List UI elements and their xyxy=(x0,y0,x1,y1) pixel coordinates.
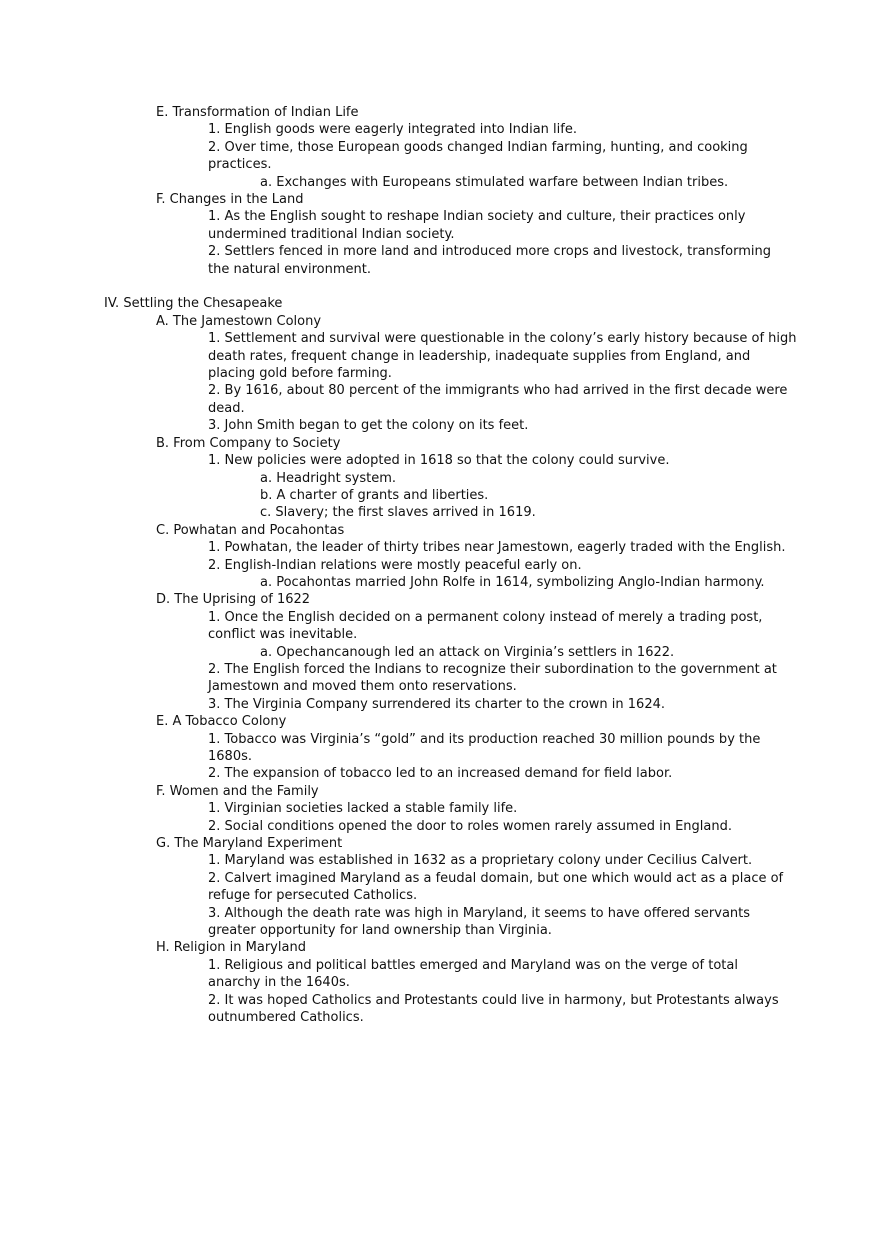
outline-point: greater opportunity for land ownership than Virginia. xyxy=(208,923,552,939)
section-heading: IV. Settling the Chesapeake xyxy=(104,296,283,312)
outline-point: 3. The Virginia Company surrendered its charter to the crown in 1624. xyxy=(208,696,665,712)
subsection-heading: A. The Jamestown Colony xyxy=(156,313,322,329)
outline-subpoint: c. Slavery; the first slaves arrived in 1619. xyxy=(260,505,536,521)
outline-point: 2. Calvert imagined Maryland as a feudal domain, but one which would act as a place of xyxy=(208,870,784,886)
outline-point: anarchy in the 1640s. xyxy=(208,975,350,991)
subsection-heading: C. Powhatan and Pocahontas xyxy=(156,522,345,538)
outline-point: 1. Once the English decided on a permanent colony instead of merely a trading post, xyxy=(208,609,763,625)
outline-point: placing gold before farming. xyxy=(208,366,392,382)
outline-point: 2. Social conditions opened the door to roles women rarely assumed in England. xyxy=(208,818,732,834)
outline-point: the natural environment. xyxy=(208,261,371,277)
outline-point: conflict was inevitable. xyxy=(208,627,358,643)
document-outline xyxy=(0,104,880,1027)
outline-subpoint: a. Headright system. xyxy=(260,470,397,486)
outline-point: outnumbered Catholics. xyxy=(208,1010,364,1026)
outline-point: practices. xyxy=(208,157,272,173)
outline-point: 3. Although the death rate was high in Maryland, it seems to have offered servants xyxy=(208,905,751,921)
outline-point: 2. By 1616, about 80 percent of the immigrants who had arrived in the first decade were xyxy=(208,383,788,399)
subsection-heading: G. The Maryland Experiment xyxy=(156,836,343,852)
subsection-heading: E. A Tobacco Colony xyxy=(156,714,287,730)
outline-subpoint: a. Pocahontas married John Rolfe in 1614, symbolizing Anglo-Indian harmony. xyxy=(260,574,765,590)
subsection-heading: F. Women and the Family xyxy=(156,783,319,799)
outline-point: undermined traditional Indian society. xyxy=(208,226,455,242)
outline-point: 1680s. xyxy=(208,749,252,765)
outline-point: 1. New policies were adopted in 1618 so that the colony could survive. xyxy=(208,453,670,469)
outline-point: 2. It was hoped Catholics and Protestants could live in harmony, but Protestants always xyxy=(208,992,779,1008)
subsection-heading: B. From Company to Society xyxy=(156,435,341,451)
outline-point: refuge for persecuted Catholics. xyxy=(208,888,418,904)
subsection-heading: H. Religion in Maryland xyxy=(156,940,306,956)
outline-point: 2. Settlers fenced in more land and introduced more crops and livestock, transforming xyxy=(208,244,771,260)
outline-point: 1. Settlement and survival were questionable in the colony’s early history because of high xyxy=(208,331,797,347)
outline-point: 3. John Smith began to get the colony on its feet. xyxy=(208,418,529,434)
outline-point: 1. As the English sought to reshape Indian society and culture, their practices only xyxy=(208,209,746,225)
outline-point: 2. The expansion of tobacco led to an increased demand for field labor. xyxy=(208,766,673,782)
outline-point: 2. The English forced the Indians to recognize their subordination to the government at xyxy=(208,661,777,677)
outline-point: 1. Tobacco was Virginia’s “gold” and its production reached 30 million pounds by the xyxy=(208,731,761,747)
outline-subpoint: b. A charter of grants and liberties. xyxy=(260,487,489,503)
subsection-heading: D. The Uprising of 1622 xyxy=(156,592,311,608)
subsection-heading: F. Changes in the Land xyxy=(156,192,304,208)
outline-subpoint: a. Exchanges with Europeans stimulated warfare between Indian tribes. xyxy=(260,174,729,190)
outline-point: 1. Religious and political battles emerged and Maryland was on the verge of total xyxy=(208,957,738,973)
outline-point: 1. Virginian societies lacked a stable family life. xyxy=(208,801,518,817)
outline-subpoint: a. Opechancanough led an attack on Virginia’s settlers in 1622. xyxy=(260,644,675,660)
outline-point: 1. Powhatan, the leader of thirty tribes near Jamestown, eagerly traded with the English. xyxy=(208,540,786,556)
outline-point: 1. Maryland was established in 1632 as a proprietary colony under Cecilius Calvert. xyxy=(208,853,753,869)
outline-point: Jamestown and moved them onto reservations. xyxy=(208,679,517,695)
outline-point: death rates, frequent change in leadership, inadequate supplies from England, and xyxy=(208,348,751,364)
blank-line xyxy=(0,278,880,295)
outline-point: 2. Over time, those European goods changed Indian farming, hunting, and cooking xyxy=(208,139,748,155)
outline-point: 1. English goods were eagerly integrated into Indian life. xyxy=(208,122,577,138)
outline-point: 2. English-Indian relations were mostly peaceful early on. xyxy=(208,557,582,573)
subsection-heading: E. Transformation of Indian Life xyxy=(156,105,359,120)
outline-point: dead. xyxy=(208,400,245,416)
